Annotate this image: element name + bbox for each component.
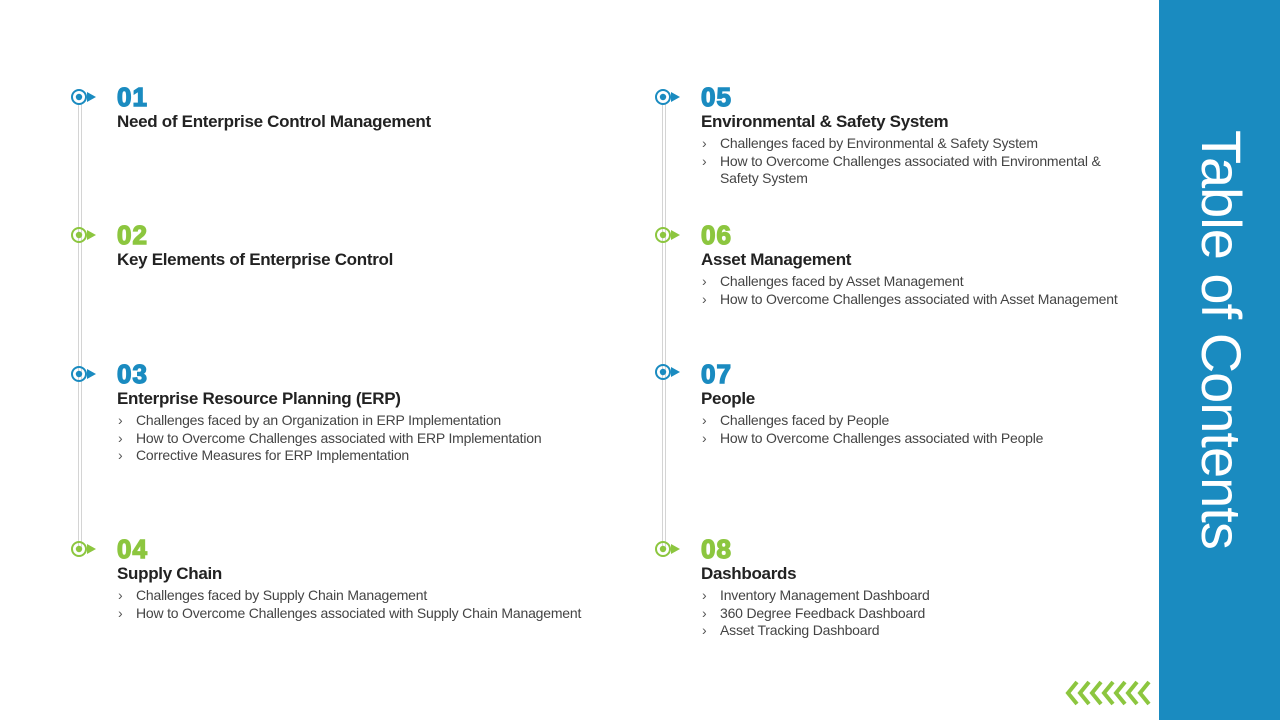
toc-section-01[interactable] bbox=[117, 84, 587, 135]
timeline-rail-right bbox=[662, 104, 666, 550]
toc-section-05[interactable] bbox=[701, 84, 1101, 188]
section-item: › Challenges faced by People bbox=[701, 412, 1121, 430]
section-number: 05 bbox=[701, 82, 732, 112]
toc-section-02[interactable] bbox=[117, 222, 587, 273]
chevron-left-icon bbox=[1104, 682, 1113, 704]
section-number: 06 bbox=[701, 220, 732, 250]
section-title: Need of Enterprise Control Management bbox=[117, 112, 431, 131]
section-title: Key Elements of Enterprise Control bbox=[117, 250, 394, 269]
section-items bbox=[701, 273, 1121, 308]
toc-section-08[interactable] bbox=[701, 536, 1121, 640]
chevron-left-icon bbox=[1116, 682, 1125, 704]
section-title: Environmental & Safety System bbox=[701, 112, 949, 131]
target-arrow-icon bbox=[71, 365, 97, 383]
section-title: Dashboards bbox=[701, 564, 797, 583]
section-title: Enterprise Resource Planning (ERP) bbox=[117, 389, 401, 408]
section-item: › How to Overcome Challenges associated with People bbox=[701, 430, 1121, 448]
section-number: 04 bbox=[117, 534, 148, 564]
page-title: Table of Contents bbox=[1190, 130, 1253, 549]
chevron-left-icon bbox=[1128, 682, 1137, 704]
section-title: Asset Management bbox=[701, 250, 852, 269]
target-arrow-icon bbox=[71, 226, 97, 244]
section-number: 03 bbox=[117, 359, 148, 389]
toc-section-06[interactable] bbox=[701, 222, 1121, 308]
section-item: › How to Overcome Challenges associated with Asset Management bbox=[701, 291, 1121, 309]
section-number: 02 bbox=[117, 220, 148, 250]
section-item: › Challenges faced by Supply Chain Management bbox=[117, 587, 587, 605]
target-arrow-icon bbox=[71, 540, 97, 558]
section-items bbox=[117, 587, 587, 622]
section-number: 01 bbox=[117, 82, 148, 112]
section-title: People bbox=[701, 389, 755, 408]
chevron-left-icon bbox=[1140, 682, 1149, 704]
section-item: › How to Overcome Challenges associated with ERP Implementation bbox=[117, 430, 587, 448]
section-item: › How to Overcome Challenges associated with Supply Chain Management bbox=[117, 605, 587, 623]
section-items bbox=[701, 135, 1101, 188]
target-arrow-icon bbox=[655, 363, 681, 381]
section-item: › 360 Degree Feedback Dashboard bbox=[701, 605, 1121, 623]
section-item: › How to Overcome Challenges associated with Environmental & Safety System bbox=[701, 153, 1101, 188]
section-items bbox=[701, 412, 1121, 447]
toc-section-04[interactable] bbox=[117, 536, 587, 622]
section-title: Supply Chain bbox=[117, 564, 223, 583]
chevron-left-icon bbox=[1092, 682, 1101, 704]
target-arrow-icon bbox=[655, 88, 681, 106]
section-item: › Corrective Measures for ERP Implementation bbox=[117, 447, 587, 465]
toc-section-03[interactable] bbox=[117, 361, 587, 465]
target-arrow-icon bbox=[71, 88, 97, 106]
chevron-left-icon bbox=[1080, 682, 1089, 704]
toc-section-07[interactable] bbox=[701, 361, 1121, 447]
section-item: › Challenges faced by Asset Management bbox=[701, 273, 1121, 291]
timeline-rail-left bbox=[78, 104, 82, 550]
section-number: 08 bbox=[701, 534, 732, 564]
chevron-left-icon bbox=[1064, 680, 1152, 706]
section-item: › Challenges faced by Environmental & Safety System bbox=[701, 135, 1101, 153]
chevron-left-icon bbox=[1068, 682, 1077, 704]
section-item: › Challenges faced by an Organization in ERP Implementation bbox=[117, 412, 587, 430]
section-item: › Inventory Management Dashboard bbox=[701, 587, 1121, 605]
section-number: 07 bbox=[701, 359, 732, 389]
section-items bbox=[701, 587, 1121, 640]
target-arrow-icon bbox=[655, 540, 681, 558]
section-items bbox=[117, 412, 587, 465]
target-arrow-icon bbox=[655, 226, 681, 244]
section-item: › Asset Tracking Dashboard bbox=[701, 622, 1121, 640]
